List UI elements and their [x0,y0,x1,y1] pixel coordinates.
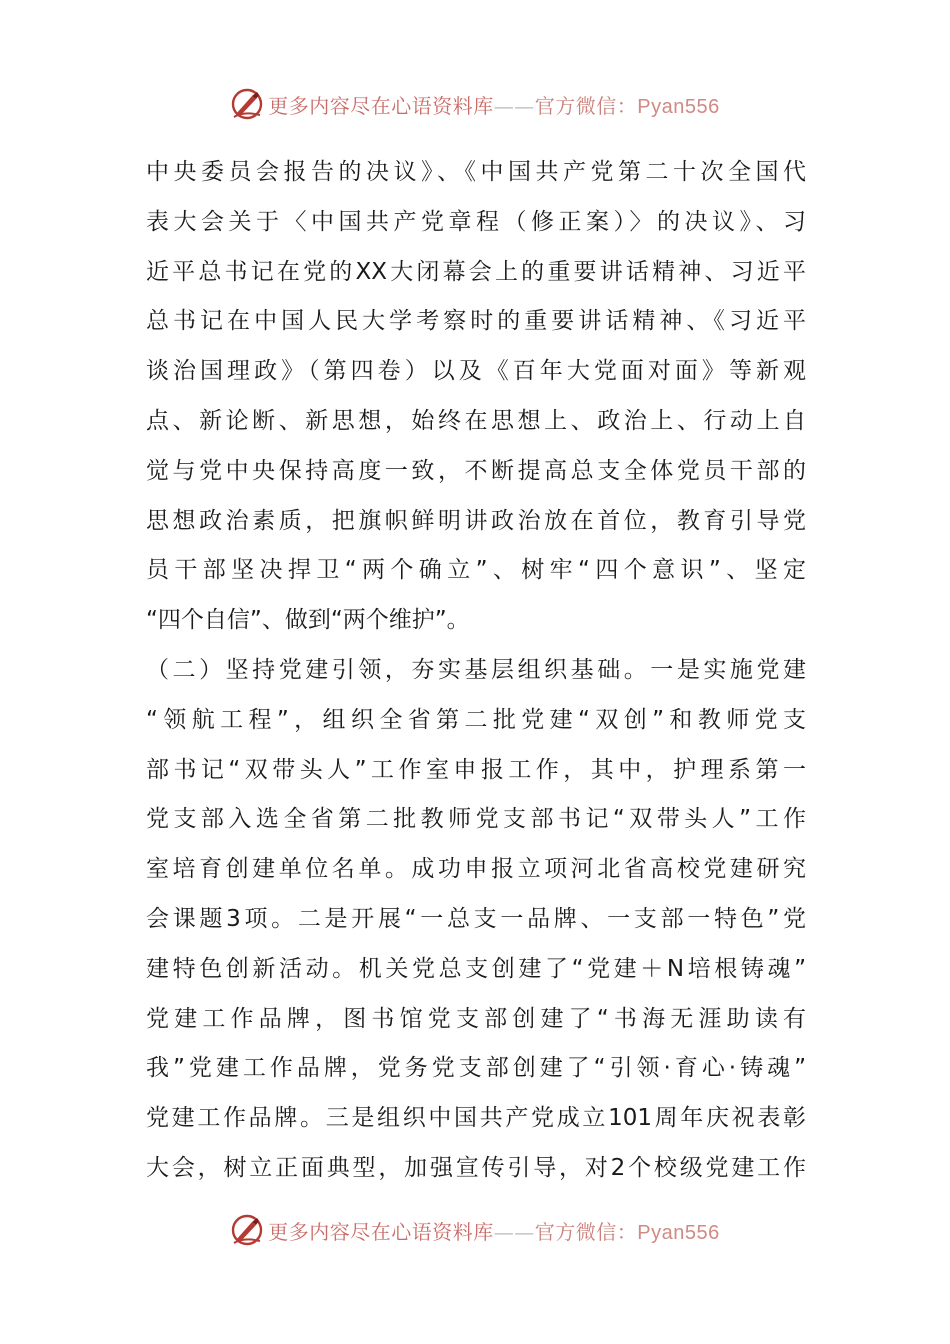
body-line: 思想政治素质，把旗帜鲜明讲政治放在首位，教育引导党 [146,507,806,534]
body-line: 员干部坚决捍卫“两个确立”、树牢“四个意识”、坚定 [146,557,806,584]
watermark-banner-top [0,84,950,124]
body-line: 谈治国理政》（第四卷）以及《百年大党面对面》等新观 [146,358,806,385]
body-line: 室培育创建单位名单。成功申报立项河北省高校党建研究 [146,856,806,883]
pen-logo-icon [230,1213,264,1247]
watermark-channel: 官方微信： [534,1219,638,1244]
body-line: “领航工程”，组织全省第二批党建“双创”和教师党支 [146,706,806,733]
body-line: 点、新论断、新思想，始终在思想上、政治上、行动上自 [146,407,806,434]
body-line: 党支部入选全省第二批教师党支部书记“双带头人”工作 [146,806,806,833]
body-line: 表大会关于〈中国共产党章程（修正案）〉的决议》、习 [146,208,806,235]
body-line: 我”党建工作品牌，党务党支部创建了“引领·育心·铸魂” [146,1055,806,1082]
watermark-brand: 更多内容尽在心语资料库 [268,93,494,118]
body-line: 党建工作品牌。三是组织中国共产党成立101周年庆祝表彰 [146,1105,806,1132]
body-line: 总书记在中国人民大学考察时的重要讲话精神、《习近平 [146,308,806,335]
watermark-account: Pyan556 [637,95,720,118]
watermark-brand: 更多内容尽在心语资料库 [268,1219,494,1244]
watermark-text [268,1216,719,1245]
watermark-account: Pyan556 [637,1221,720,1244]
body-line: 近平总书记在党的XX大闭幕会上的重要讲话精神、习近平 [146,258,806,285]
watermark-channel: 官方微信： [534,93,638,118]
body-line: 建特色创新活动。机关党总支创建了“党建＋N培根铸魂” [146,955,806,982]
body-line: 部书记“双带头人”工作室申报工作，其中，护理系第一 [146,756,806,783]
section-heading-line: （二）坚持党建引领，夯实基层组织基础。一是实施党建 [146,656,806,683]
body-line: 会课题3项。二是开展“一总支一品牌、一支部一特色”党 [146,905,806,932]
body-line: 觉与党中央保持高度一致，不断提高总支全体党员干部的 [146,457,806,484]
watermark-separator: —— [493,1219,535,1244]
pen-logo-icon [230,87,264,121]
watermark-text [268,90,719,119]
watermark-separator: —— [493,93,535,118]
body-line: 大会，树立正面典型，加强宣传引导，对2个校级党建工作 [146,1154,806,1181]
body-line: “四个自信”、做到“两个维护”。 [146,607,470,634]
body-line: 党建工作品牌，图书馆党支部创建了“书海无涯助读有 [146,1005,806,1032]
body-line: 中央委员会报告的决议》、《中国共产党第二十次全国代 [146,159,806,185]
document-body [146,148,806,1194]
watermark-banner-bottom [0,1210,950,1250]
